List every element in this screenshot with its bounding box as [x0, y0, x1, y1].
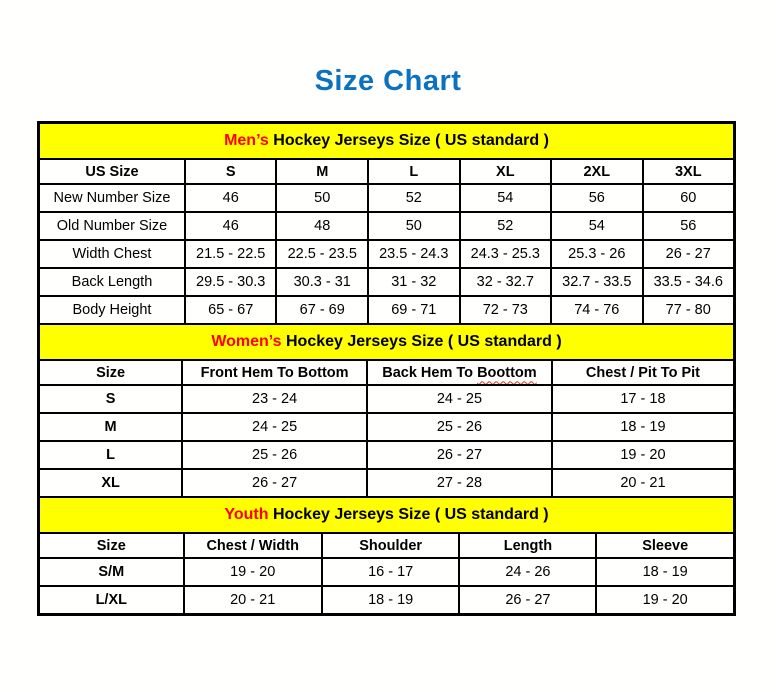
womens-column-header: [367, 360, 552, 385]
womens-cell-value: 25 - 26: [367, 413, 552, 441]
womens-column-header: Front Hem To Bottom: [182, 360, 367, 385]
mens-table-row: [39, 184, 734, 212]
mens-cell-value: 25.3 - 26: [551, 240, 642, 268]
youth-cell-value: 24 - 26: [459, 558, 596, 586]
youth-cell-value: 19 - 20: [596, 586, 734, 614]
youth-row-label: L/XL: [39, 586, 184, 614]
womens-cell-value: 25 - 26: [182, 441, 367, 469]
mens-column-header: M: [276, 159, 368, 184]
mens-row-label: Width Chest: [39, 240, 185, 268]
mens-table-row: [39, 212, 734, 240]
mens-row-label: Back Length: [39, 268, 185, 296]
youth-cell-value: 26 - 27: [459, 586, 596, 614]
mens-column-header: 3XL: [643, 159, 734, 184]
mens-column-header: XL: [460, 159, 552, 184]
mens-cell-value: 56: [551, 184, 642, 212]
womens-cell-value: 17 - 18: [552, 385, 734, 413]
mens-cell-value: 46: [185, 212, 277, 240]
womens-cell-value: 19 - 20: [552, 441, 734, 469]
mens-cell-value: 30.3 - 31: [276, 268, 368, 296]
womens-size-table: [38, 323, 735, 498]
womens-column-header: Size: [39, 360, 182, 385]
mens-band-text: Hockey Jerseys Size ( US standard ): [268, 132, 549, 149]
mens-cell-value: 24.3 - 25.3: [460, 240, 552, 268]
youth-cell-value: 19 - 20: [184, 558, 322, 586]
mens-cell-value: 26 - 27: [643, 240, 734, 268]
youth-band-highlight: Youth: [224, 506, 269, 523]
womens-table-row: [39, 469, 734, 497]
womens-cell-value: 26 - 27: [182, 469, 367, 497]
mens-cell-value: 77 - 80: [643, 296, 734, 324]
youth-column-header: Sleeve: [596, 533, 734, 558]
womens-cell-value: 23 - 24: [182, 385, 367, 413]
mens-cell-value: 23.5 - 24.3: [368, 240, 460, 268]
youth-table-row: [39, 586, 734, 614]
womens-row-label: L: [39, 441, 182, 469]
mens-cell-value: 67 - 69: [276, 296, 368, 324]
mens-cell-value: 22.5 - 23.5: [276, 240, 368, 268]
womens-cell-value: 20 - 21: [552, 469, 734, 497]
mens-cell-value: 21.5 - 22.5: [185, 240, 277, 268]
mens-row-label: Body Height: [39, 296, 185, 324]
mens-cell-value: 29.5 - 30.3: [185, 268, 277, 296]
womens-band-text: Hockey Jerseys Size ( US standard ): [281, 333, 562, 350]
mens-cell-value: 69 - 71: [368, 296, 460, 324]
mens-cell-value: 72 - 73: [460, 296, 552, 324]
womens-table-row: [39, 385, 734, 413]
youth-size-table: [38, 496, 735, 615]
mens-column-header: US Size: [39, 159, 185, 184]
youth-row-label: S/M: [39, 558, 184, 586]
mens-cell-value: 33.5 - 34.6: [643, 268, 734, 296]
mens-cell-value: 48: [276, 212, 368, 240]
mens-cell-value: 60: [643, 184, 734, 212]
mens-cell-value: 54: [551, 212, 642, 240]
womens-row-label: S: [39, 385, 182, 413]
youth-column-header: Size: [39, 533, 184, 558]
mens-row-label: Old Number Size: [39, 212, 185, 240]
mens-cell-value: 46: [185, 184, 277, 212]
youth-section-band: [39, 497, 734, 533]
mens-cell-value: 32 - 32.7: [460, 268, 552, 296]
mens-cell-value: 56: [643, 212, 734, 240]
size-chart-tables: [37, 121, 736, 616]
mens-table-row: [39, 296, 734, 324]
mens-column-header: 2XL: [551, 159, 642, 184]
womens-table-row: [39, 441, 734, 469]
mens-column-header: S: [185, 159, 277, 184]
womens-cell-value: 27 - 28: [367, 469, 552, 497]
womens-cell-value: 24 - 25: [182, 413, 367, 441]
youth-cell-value: 20 - 21: [184, 586, 322, 614]
womens-table-row: [39, 413, 734, 441]
youth-band-text: Hockey Jerseys Size ( US standard ): [268, 506, 549, 523]
womens-row-label: M: [39, 413, 182, 441]
womens-row-label: XL: [39, 469, 182, 497]
mens-row-label: New Number Size: [39, 184, 185, 212]
mens-section-band: [39, 123, 734, 159]
womens-cell-value: 26 - 27: [367, 441, 552, 469]
womens-cell-value: 18 - 19: [552, 413, 734, 441]
mens-cell-value: 52: [368, 184, 460, 212]
spellcheck-underlined-word: Boottom: [477, 364, 537, 381]
mens-column-header: L: [368, 159, 460, 184]
youth-cell-value: 16 - 17: [322, 558, 460, 586]
mens-cell-value: 50: [276, 184, 368, 212]
womens-section-band: [39, 324, 734, 360]
mens-cell-value: 32.7 - 33.5: [551, 268, 642, 296]
youth-column-header: Shoulder: [322, 533, 460, 558]
youth-table-row: [39, 558, 734, 586]
mens-cell-value: 52: [460, 212, 552, 240]
mens-cell-value: 65 - 67: [185, 296, 277, 324]
mens-cell-value: 54: [460, 184, 552, 212]
mens-cell-value: 31 - 32: [368, 268, 460, 296]
youth-column-header: Length: [459, 533, 596, 558]
mens-size-table: [38, 122, 735, 325]
mens-band-highlight: Men’s: [224, 132, 269, 149]
womens-band-highlight: Women’s: [211, 333, 282, 350]
womens-cell-value: 24 - 25: [367, 385, 552, 413]
mens-cell-value: 74 - 76: [551, 296, 642, 324]
youth-cell-value: 18 - 19: [596, 558, 734, 586]
youth-cell-value: 18 - 19: [322, 586, 460, 614]
youth-column-header: Chest / Width: [184, 533, 322, 558]
mens-cell-value: 50: [368, 212, 460, 240]
womens-column-header-text: Back Hem To: [382, 364, 478, 381]
mens-table-row: [39, 268, 734, 296]
mens-table-row: [39, 240, 734, 268]
page-title: Size Chart: [314, 65, 462, 97]
womens-column-header: Chest / Pit To Pit: [552, 360, 734, 385]
